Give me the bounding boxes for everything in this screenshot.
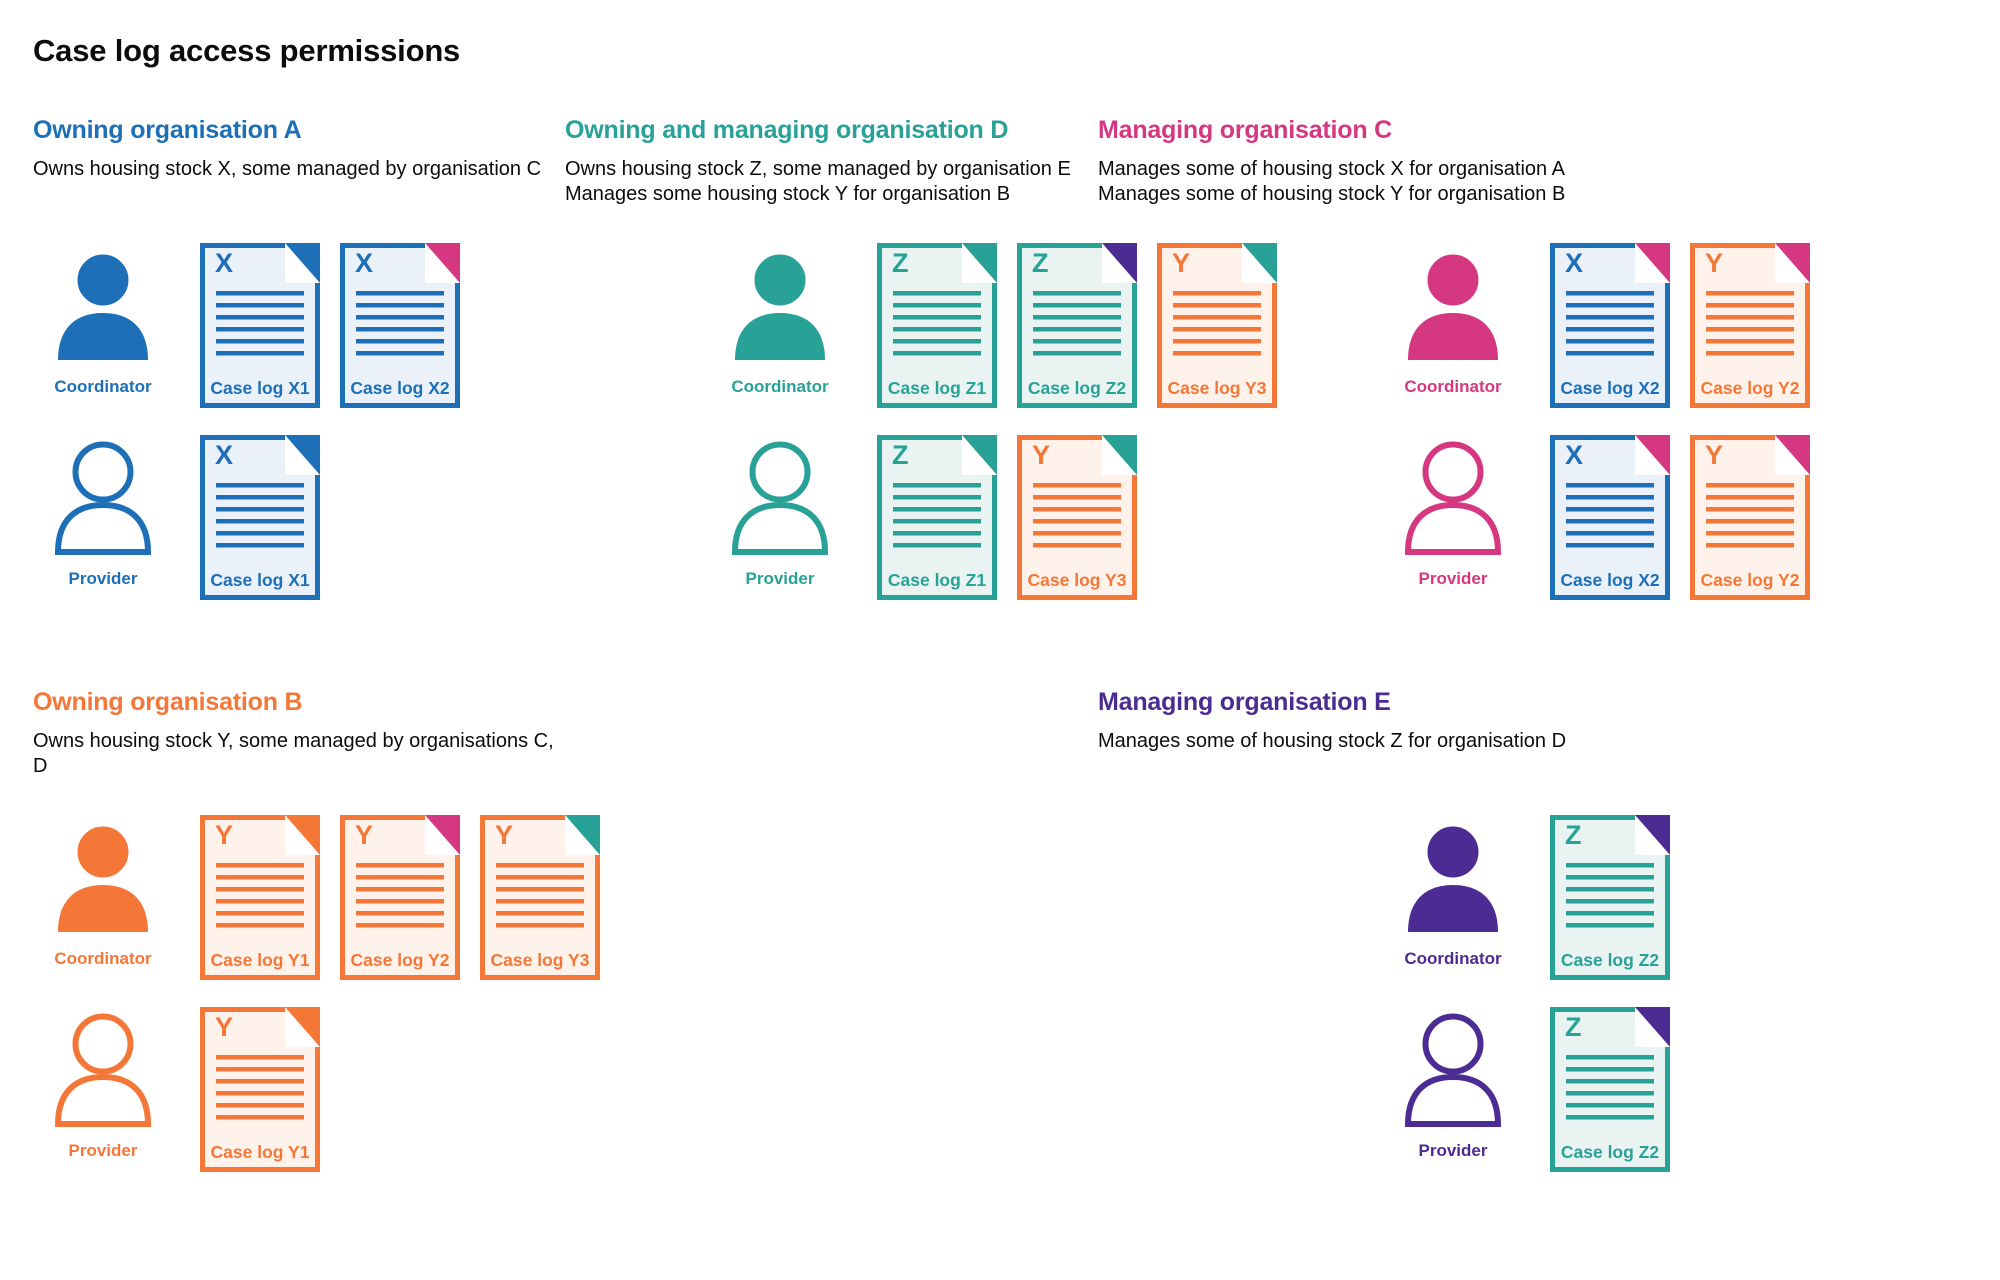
case-log-docs [200, 435, 320, 600]
document-text-line [1566, 315, 1654, 320]
page-title: Case log access permissions [33, 33, 461, 68]
document-text-line [216, 507, 304, 512]
document-text-line [893, 519, 981, 524]
document-text-line [496, 923, 584, 928]
person-icon [51, 249, 155, 363]
document-text-line [1033, 495, 1121, 500]
document-text-line [1566, 1055, 1654, 1060]
stock-letter: X [215, 440, 234, 470]
person-body [58, 313, 148, 360]
document-fold-corner [1775, 243, 1810, 283]
person-block [710, 435, 850, 589]
role-label: Coordinator [731, 377, 829, 396]
document-text-line [356, 875, 444, 880]
stock-letter: Y [1172, 248, 1191, 278]
person-block [33, 243, 173, 397]
document-fold-corner [425, 243, 460, 283]
role-rows [1383, 243, 1967, 600]
document-text-line [893, 351, 981, 356]
case-log-docs [200, 815, 600, 980]
document-text-line [1566, 1091, 1654, 1096]
person-block [33, 1007, 173, 1161]
section-description [565, 157, 1098, 209]
case-log-label: Case log Y2 [1700, 570, 1800, 590]
stock-letter: Z [892, 248, 909, 278]
document-text-line [496, 899, 584, 904]
document-text-line [1566, 875, 1654, 880]
person-head [76, 253, 131, 308]
case-log-label: Case log X2 [350, 378, 450, 398]
person-icon [51, 1013, 155, 1127]
role-rows [33, 815, 590, 1172]
document-text-line [356, 923, 444, 928]
section-description-line: Owns housing stock Y, some managed by organisations C, D [33, 730, 554, 777]
case-log-document [1550, 435, 1670, 600]
document-text-line [1173, 315, 1261, 320]
document-text-line [1173, 291, 1261, 296]
case-log-document [1017, 435, 1137, 600]
document-fold-corner [1635, 1007, 1670, 1047]
document-text-line [1566, 1103, 1654, 1108]
person-icon [1401, 821, 1505, 935]
document-text-line [216, 887, 304, 892]
person-head [753, 253, 808, 308]
org-section [33, 116, 565, 600]
person-head [1426, 1017, 1481, 1072]
section-description-line: Manages some of housing stock Y for organisation B [1098, 183, 1566, 205]
document-text-line [1566, 303, 1654, 308]
document-text-line [1566, 531, 1654, 536]
document-text-line [216, 1103, 304, 1108]
document-text-line [216, 1115, 304, 1120]
document-text-line [1706, 519, 1794, 524]
role-label: Provider [68, 569, 138, 588]
case-log-label: Case log Z2 [1027, 378, 1127, 398]
case-log-document [877, 435, 997, 600]
document-text-line [356, 899, 444, 904]
person-row [33, 243, 565, 408]
case-log-document [1690, 243, 1810, 408]
document-text-line [356, 315, 444, 320]
case-log-label: Case log Z1 [887, 570, 987, 590]
document-text-line [1706, 291, 1794, 296]
person-icon [1401, 441, 1505, 555]
document-text-line [356, 339, 444, 344]
document-text-line [216, 291, 304, 296]
case-log-label: Case log X1 [210, 570, 310, 590]
org-section [33, 688, 590, 1172]
case-log-label: Case log X2 [1560, 570, 1660, 590]
case-log-document [200, 1007, 320, 1172]
document-text-line [893, 495, 981, 500]
role-label: Provider [1418, 569, 1488, 588]
case-log-document [480, 815, 600, 980]
document-text-line [216, 1091, 304, 1096]
stock-letter: Y [1705, 248, 1724, 278]
document-text-line [1566, 911, 1654, 916]
document-text-line [1566, 1067, 1654, 1072]
document-text-line [356, 303, 444, 308]
case-log-document [877, 243, 997, 408]
role-label: Coordinator [54, 377, 152, 396]
stock-letter: Z [892, 440, 909, 470]
person-row [710, 243, 1267, 408]
person-body [1408, 505, 1498, 552]
document-text-line [893, 507, 981, 512]
document-text-line [216, 495, 304, 500]
document-text-line [216, 923, 304, 928]
section-title: Managing organisation E [1098, 688, 1391, 716]
section-title: Owning organisation B [33, 688, 303, 716]
person-icon [728, 249, 832, 363]
stock-letter: Y [355, 820, 374, 850]
case-log-label: Case log Y1 [210, 1142, 310, 1162]
document-text-line [1706, 327, 1794, 332]
case-log-document [200, 243, 320, 408]
person-block [33, 815, 173, 969]
stock-letter: X [215, 248, 234, 278]
document-text-line [893, 327, 981, 332]
role-label: Provider [68, 1141, 138, 1160]
document-text-line [893, 543, 981, 548]
role-label: Provider [1418, 1141, 1488, 1160]
person-head [76, 445, 131, 500]
person-body [58, 885, 148, 932]
org-grid [33, 116, 1967, 1172]
case-log-label: Case log Y2 [350, 950, 450, 970]
case-log-document [200, 815, 320, 980]
case-log-document [1017, 243, 1137, 408]
section-description-line: Manages some of housing stock Z for organisation D [1098, 730, 1567, 752]
stock-letter: Z [1565, 1012, 1582, 1042]
document-text-line [216, 315, 304, 320]
document-text-line [216, 339, 304, 344]
person-row [1383, 243, 1967, 408]
document-text-line [1706, 483, 1794, 488]
person-head [753, 445, 808, 500]
section-description [33, 729, 565, 781]
section-description-line: Owns housing stock X, some managed by organisation C [33, 158, 542, 180]
person-icon [51, 441, 155, 555]
stock-letter: Z [1565, 820, 1582, 850]
document-text-line [1566, 899, 1654, 904]
section-description-line: Manages some housing stock Y for organisation B [565, 183, 1011, 205]
person-block [1383, 815, 1523, 969]
document-fold-corner [962, 435, 997, 475]
case-log-document [1550, 243, 1670, 408]
case-log-docs [1550, 1007, 1670, 1172]
document-text-line [1173, 339, 1261, 344]
document-text-line [216, 1067, 304, 1072]
stock-letter: Z [1032, 248, 1049, 278]
document-text-line [1566, 543, 1654, 548]
document-fold-corner [285, 243, 320, 283]
case-log-label: Case log Y1 [210, 950, 310, 970]
document-fold-corner [1102, 243, 1137, 283]
person-head [1426, 253, 1481, 308]
document-text-line [1566, 339, 1654, 344]
case-log-label: Case log Y3 [490, 950, 590, 970]
case-log-document [1157, 243, 1277, 408]
document-text-line [216, 303, 304, 308]
document-text-line [893, 531, 981, 536]
document-fold-corner [962, 243, 997, 283]
case-log-docs [1550, 815, 1670, 980]
person-row [710, 435, 1127, 600]
person-row [33, 815, 590, 980]
person-body [735, 505, 825, 552]
person-row [1383, 815, 1967, 980]
case-log-document [1550, 1007, 1670, 1172]
case-log-label: Case log Z2 [1560, 1142, 1660, 1162]
document-text-line [216, 531, 304, 536]
role-label: Coordinator [1404, 949, 1502, 968]
person-body [58, 505, 148, 552]
case-log-label: Case log X1 [210, 378, 310, 398]
document-text-line [1706, 495, 1794, 500]
document-text-line [356, 911, 444, 916]
person-body [1408, 885, 1498, 932]
person-icon [1401, 1013, 1505, 1127]
document-text-line [1033, 303, 1121, 308]
document-fold-corner [1242, 243, 1277, 283]
section-title: Owning and managing organisation D [565, 116, 1009, 144]
document-text-line [216, 875, 304, 880]
document-fold-corner [1102, 435, 1137, 475]
section-description-line: Manages some of housing stock X for organisation A [1098, 158, 1565, 180]
document-text-line [1706, 507, 1794, 512]
case-log-label: Case log X2 [1560, 378, 1660, 398]
document-text-line [356, 863, 444, 868]
person-block [1383, 435, 1523, 589]
case-log-docs [1550, 435, 1810, 600]
document-text-line [1566, 1115, 1654, 1120]
person-head [76, 1017, 131, 1072]
case-log-document [340, 243, 460, 408]
person-block [1383, 243, 1523, 397]
document-fold-corner [1635, 815, 1670, 855]
case-log-label: Case log Y3 [1027, 570, 1127, 590]
case-log-label: Case log Z1 [887, 378, 987, 398]
document-text-line [1033, 315, 1121, 320]
document-text-line [1033, 291, 1121, 296]
document-text-line [1566, 495, 1654, 500]
role-rows [1383, 815, 1967, 1172]
document-text-line [1173, 327, 1261, 332]
document-fold-corner [1635, 243, 1670, 283]
document-text-line [1033, 519, 1121, 524]
document-text-line [1566, 507, 1654, 512]
person-head [1426, 445, 1481, 500]
document-text-line [1033, 531, 1121, 536]
stock-letter: Y [1032, 440, 1051, 470]
document-text-line [1566, 483, 1654, 488]
case-log-label: Case log Y3 [1167, 378, 1267, 398]
document-text-line [216, 483, 304, 488]
document-text-line [893, 339, 981, 344]
stock-letter: X [1565, 440, 1584, 470]
document-fold-corner [1635, 435, 1670, 475]
stock-letter: Y [1705, 440, 1724, 470]
document-text-line [1566, 327, 1654, 332]
document-text-line [893, 303, 981, 308]
document-text-line [1173, 351, 1261, 356]
case-log-label: Case log Y2 [1700, 378, 1800, 398]
document-text-line [893, 483, 981, 488]
section-description-line: Owns housing stock Z, some managed by organisation E [565, 158, 1071, 180]
person-head [1426, 825, 1481, 880]
document-fold-corner [285, 435, 320, 475]
person-block [710, 243, 850, 397]
person-body [735, 313, 825, 360]
document-text-line [1033, 339, 1121, 344]
section-description [1098, 157, 1967, 209]
person-row [1383, 435, 1967, 600]
person-body [1408, 1077, 1498, 1124]
role-label: Coordinator [1404, 377, 1502, 396]
document-text-line [356, 351, 444, 356]
document-text-line [1706, 315, 1794, 320]
document-text-line [356, 887, 444, 892]
document-text-line [1033, 483, 1121, 488]
document-text-line [216, 1055, 304, 1060]
document-text-line [1033, 507, 1121, 512]
person-icon [728, 441, 832, 555]
document-text-line [496, 887, 584, 892]
document-text-line [216, 863, 304, 868]
document-text-line [1033, 543, 1121, 548]
person-body [1408, 313, 1498, 360]
person-body [58, 1077, 148, 1124]
document-text-line [216, 911, 304, 916]
document-text-line [1173, 303, 1261, 308]
person-row [1383, 1007, 1967, 1172]
case-log-docs [200, 1007, 320, 1172]
role-rows [33, 243, 565, 600]
document-fold-corner [1775, 435, 1810, 475]
document-text-line [1706, 351, 1794, 356]
case-log-docs [1550, 243, 1810, 408]
document-text-line [216, 899, 304, 904]
case-log-document [1690, 435, 1810, 600]
case-log-docs [200, 243, 460, 408]
document-text-line [1566, 887, 1654, 892]
person-icon [1401, 249, 1505, 363]
document-text-line [1033, 327, 1121, 332]
document-text-line [1566, 1079, 1654, 1084]
person-head [76, 825, 131, 880]
section-title: Managing organisation C [1098, 116, 1393, 144]
document-text-line [1566, 351, 1654, 356]
document-text-line [496, 911, 584, 916]
org-section [1098, 688, 1967, 1172]
document-text-line [496, 875, 584, 880]
stock-letter: X [1565, 248, 1584, 278]
document-text-line [1566, 863, 1654, 868]
section-title: Owning organisation A [33, 116, 302, 144]
document-text-line [216, 519, 304, 524]
case-log-label: Case log Z2 [1560, 950, 1660, 970]
case-log-docs [877, 243, 1277, 408]
document-text-line [1706, 543, 1794, 548]
case-log-document [1550, 815, 1670, 980]
document-text-line [356, 291, 444, 296]
person-row [33, 435, 565, 600]
stock-letter: Y [215, 1012, 234, 1042]
stock-letter: X [355, 248, 374, 278]
document-text-line [1566, 923, 1654, 928]
document-text-line [1706, 339, 1794, 344]
document-fold-corner [425, 815, 460, 855]
document-text-line [1566, 291, 1654, 296]
document-fold-corner [565, 815, 600, 855]
document-text-line [893, 291, 981, 296]
role-rows [710, 243, 1267, 600]
document-text-line [1706, 531, 1794, 536]
document-text-line [216, 1079, 304, 1084]
stock-letter: Y [495, 820, 514, 850]
document-text-line [1566, 519, 1654, 524]
document-fold-corner [285, 1007, 320, 1047]
section-description [1098, 729, 1967, 781]
person-icon [51, 821, 155, 935]
document-text-line [893, 315, 981, 320]
case-log-docs [877, 435, 1137, 600]
document-text-line [216, 351, 304, 356]
document-fold-corner [285, 815, 320, 855]
role-label: Coordinator [54, 949, 152, 968]
document-text-line [1033, 351, 1121, 356]
document-text-line [216, 543, 304, 548]
case-log-document [340, 815, 460, 980]
document-text-line [496, 863, 584, 868]
person-row [33, 1007, 565, 1172]
section-description [33, 157, 565, 209]
person-block [1383, 1007, 1523, 1161]
document-text-line [216, 327, 304, 332]
role-label: Provider [745, 569, 815, 588]
case-log-document [200, 435, 320, 600]
document-text-line [356, 327, 444, 332]
person-block [33, 435, 173, 589]
document-text-line [1706, 303, 1794, 308]
stock-letter: Y [215, 820, 234, 850]
